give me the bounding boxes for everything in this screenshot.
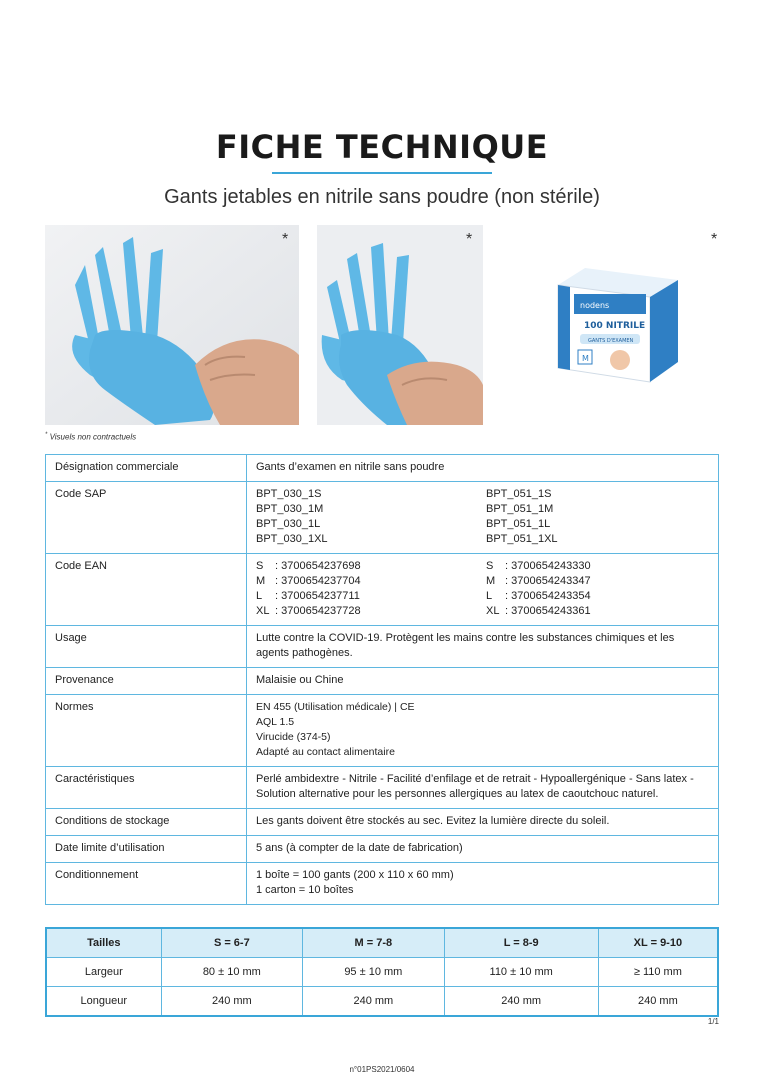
sizes-header-cell: M = 7-8 — [303, 928, 445, 958]
row-label: Code SAP — [46, 482, 247, 554]
spec-row-caracteristiques — [46, 767, 719, 809]
row-label: Code EAN — [46, 554, 247, 626]
row-value: 1 boîte = 100 gants (200 x 110 x 60 mm) 1 carton = 10 boîtes — [247, 863, 719, 905]
ean-codes-right: S : 3700654243330 M : 3700654243347 L : 3700654243354 XL : 3700654243361 — [486, 560, 591, 617]
box-product-text: 100 NITRILE — [584, 321, 646, 331]
spec-row-code-sap — [46, 482, 719, 554]
asterisk-mark-2: * — [466, 231, 473, 248]
row-label: Date limite d’utilisation — [46, 836, 247, 863]
document-reference: n°01PS2021/0604 — [349, 1065, 415, 1074]
visuals-note: * Visuels non contractuels — [45, 432, 137, 442]
spec-row-usage — [46, 626, 719, 668]
sizes-row-longueur — [46, 987, 718, 1017]
row-label: Usage — [46, 626, 247, 668]
box-size-text: M — [582, 354, 589, 363]
spec-row-stockage — [46, 809, 719, 836]
row-label: Caractéristiques — [46, 767, 247, 809]
document-title: FICHE TECHNIQUE — [215, 128, 549, 166]
row-value: Perlé ambidextre - Nitrile - Facilité d’enfilage et de retrait - Hypoallergénique - Sans latex - Solution alternative pour les personnes allergiques au latex de caoutchouc naturel. — [247, 767, 719, 809]
row-value: Gants d’examen en nitrile sans poudre — [247, 455, 719, 482]
row-value: EN 455 (Utilisation médicale) | CE AQL 1.5 Virucide (374-5) Adapté au contact alimentaire — [247, 695, 719, 767]
box-line-text: GANTS D'EXAMEN — [588, 338, 634, 344]
sizes-header-cell: Tailles — [46, 928, 161, 958]
row-label: Conditionnement — [46, 863, 247, 905]
sap-codes-right: BPT_051_1S BPT_051_1M BPT_051_1L BPT_051_1XL — [486, 488, 558, 545]
sizes-cell: 95 ± 10 mm — [303, 958, 445, 987]
sizes-cell: 240 mm — [444, 987, 598, 1017]
row-value: Malaisie ou Chine — [247, 668, 719, 695]
row-value — [247, 482, 719, 554]
spec-row-conditionnement — [46, 863, 719, 905]
sizes-cell: ≥ 110 mm — [598, 958, 718, 987]
ean-codes-left: S : 3700654237698 M : 3700654237704 L : 3700654237711 XL : 3700654237728 — [256, 560, 361, 617]
sizes-cell: 240 mm — [161, 987, 303, 1017]
row-label: Normes — [46, 695, 247, 767]
row-label: Conditions de stockage — [46, 809, 247, 836]
spec-row-date-limite — [46, 836, 719, 863]
spec-row-designation — [46, 455, 719, 482]
sizes-cell: 80 ± 10 mm — [161, 958, 303, 987]
sizes-cell: Longueur — [46, 987, 161, 1017]
row-label: Provenance — [46, 668, 247, 695]
sizes-header-cell: L = 8-9 — [444, 928, 598, 958]
spec-row-normes — [46, 695, 719, 767]
asterisk-mark-3: * — [711, 231, 718, 248]
row-value: 5 ans (à compter de la date de fabrication) — [247, 836, 719, 863]
glove-photo-2 — [317, 225, 483, 425]
sizes-row-largeur — [46, 958, 718, 987]
spec-row-provenance — [46, 668, 719, 695]
row-value — [247, 554, 719, 626]
sizes-header-row — [46, 928, 718, 958]
sizes-cell: 110 ± 10 mm — [444, 958, 598, 987]
sizes-cell: Largeur — [46, 958, 161, 987]
document-subtitle: Gants jetables en nitrile sans poudre (non stérile) — [164, 186, 600, 208]
page-number: 1/1 — [707, 1017, 719, 1026]
glove-photo-1 — [45, 225, 299, 425]
asterisk-mark-1: * — [282, 231, 289, 248]
sap-codes-left: BPT_030_1S BPT_030_1M BPT_030_1L BPT_030_1XL — [256, 488, 328, 545]
spec-table — [45, 454, 719, 905]
title-underline — [272, 172, 492, 174]
row-label: Désignation commerciale — [46, 455, 247, 482]
row-value: Les gants doivent être stockés au sec. Evitez la lumière directe du soleil. — [247, 809, 719, 836]
box-brand-text: nodens — [580, 301, 610, 310]
product-box-image — [540, 250, 680, 390]
sizes-table — [45, 927, 719, 1017]
sizes-header-cell: S = 6-7 — [161, 928, 303, 958]
row-value: Lutte contre la COVID-19. Protègent les mains contre les substances chimiques et les agents pathogènes. — [247, 626, 719, 668]
spec-row-code-ean — [46, 554, 719, 626]
sizes-cell: 240 mm — [598, 987, 718, 1017]
sizes-cell: 240 mm — [303, 987, 445, 1017]
sizes-header-cell: XL = 9-10 — [598, 928, 718, 958]
